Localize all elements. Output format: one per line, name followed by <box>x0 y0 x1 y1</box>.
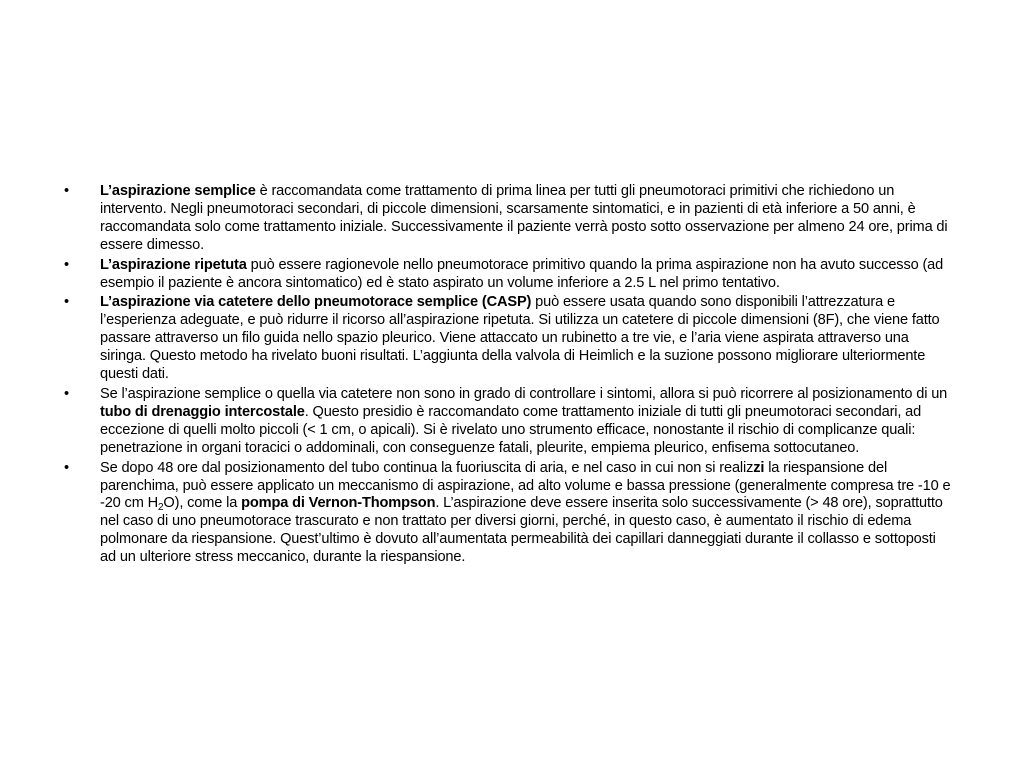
bullet-segment: tubo di drenaggio intercostale <box>100 403 305 420</box>
bullet-segment: 2 <box>158 502 164 514</box>
bullet-item <box>64 460 952 567</box>
bullet-segment: . Questo presidio è raccomandato come trattamento iniziale di tutti gli pneumotoraci secondari, ad eccezione di quelli molto piccoli (< 1 cm, o apicali). Si è rivelato uno strumento efficace, nonostante il rischio di complicanze quali: penetrazione in organi toracici o addominali, con conseguenze fatali, pleurite, empiema pleurico, enfisema sottocutaneo. <box>100 403 922 456</box>
bullet-item <box>64 294 952 384</box>
bullet-segment: pompa di Vernon-Thompson <box>241 495 436 512</box>
bullet-segment: la riespansione del parenchima, può essere applicato un meccanismo di aspirazione, ad alto volume e bassa pressione (generalmente compresa tre -10 e -20 cm H <box>100 459 951 512</box>
bullet-segment: è raccomandata come trattamento di prima linea per tutti gli pneumotoraci primitivi che richiedono un intervento. Negli pneumotoraci secondari, di piccole dimensioni, scarsamente sintomatici, e in pazienti di età inferiore a 50 anni, è raccomandata solo come trattamento iniziale. Successivamente il paziente verrà posto sotto osservazione per almeno 24 ore, prima di essere dimesso. <box>100 183 948 253</box>
bullet-dot-icon <box>64 257 76 275</box>
bullet-segment: Se dopo 48 ore dal posizionamento del tubo continua la fuoriuscita di aria, e nel caso in cui non si realiz <box>100 459 754 476</box>
bullet-segment: può essere ragionevole nello pneumotorace primitivo quando la prima aspirazione non ha avuto successo (ad esempio il paziente è ancora sintomatico) ed è stato aspirato un volume inferiore a 2.5 L nel primo tentativo. <box>100 256 944 291</box>
bullet-segment: zi <box>753 459 765 476</box>
bullet-segment: L’aspirazione ripetuta <box>100 256 247 273</box>
bullet-segment: . L’aspirazione deve essere inserita solo successivamente (> 48 ore), soprattutto nel caso di uno pneumotorace trascurato e non trattato per diversi giorni, perché, in questo caso, è aumentato il rischio di edema polmonare da riespansione. Quest’ultimo è dovuto all’aumentata permeabilità dei capillari danneggiati durante il collasso e sottoposti ad un ulteriore stress meccanico, durante la riespansione. <box>100 495 943 566</box>
bullet-dot-icon <box>64 294 76 312</box>
bullet-segment: Se l’aspirazione semplice o quella via catetere non sono in grado di controllare i sintomi, allora si può ricorrere al posizionamento di un <box>100 385 948 402</box>
bullet-segment: L’aspirazione semplice <box>100 183 256 199</box>
bullet-item <box>64 257 952 293</box>
bullet-dot-icon <box>64 183 76 201</box>
bullet-dot-icon <box>64 460 76 478</box>
bullet-segment: L’aspirazione via catetere dello pneumotorace semplice (CASP) <box>100 294 532 311</box>
bullet-item <box>64 386 952 458</box>
bullet-segment: può essere usata quando sono disponibili l’attrezzatura e l’esperienza adeguate, e può ridurre il ricorso all’aspirazione ripetuta. Si utilizza un catetere di piccole dimensioni (8F), che viene fatto passare attraverso un filo guida nello spazio pleurico. Viene attaccato un rubinetto a tre vie, e l’aria viene aspirata attraverso una siringa. Questo metodo ha rivelato buoni risultati. L’aggiunta della valvola di Heimlich e la suzione possono migliorare ulteriormente questi dati. <box>100 294 940 383</box>
bullet-item <box>64 183 952 255</box>
bullet-list <box>64 183 952 569</box>
bullet-segment: O), come la <box>163 495 242 512</box>
bullet-dot-icon <box>64 386 76 404</box>
